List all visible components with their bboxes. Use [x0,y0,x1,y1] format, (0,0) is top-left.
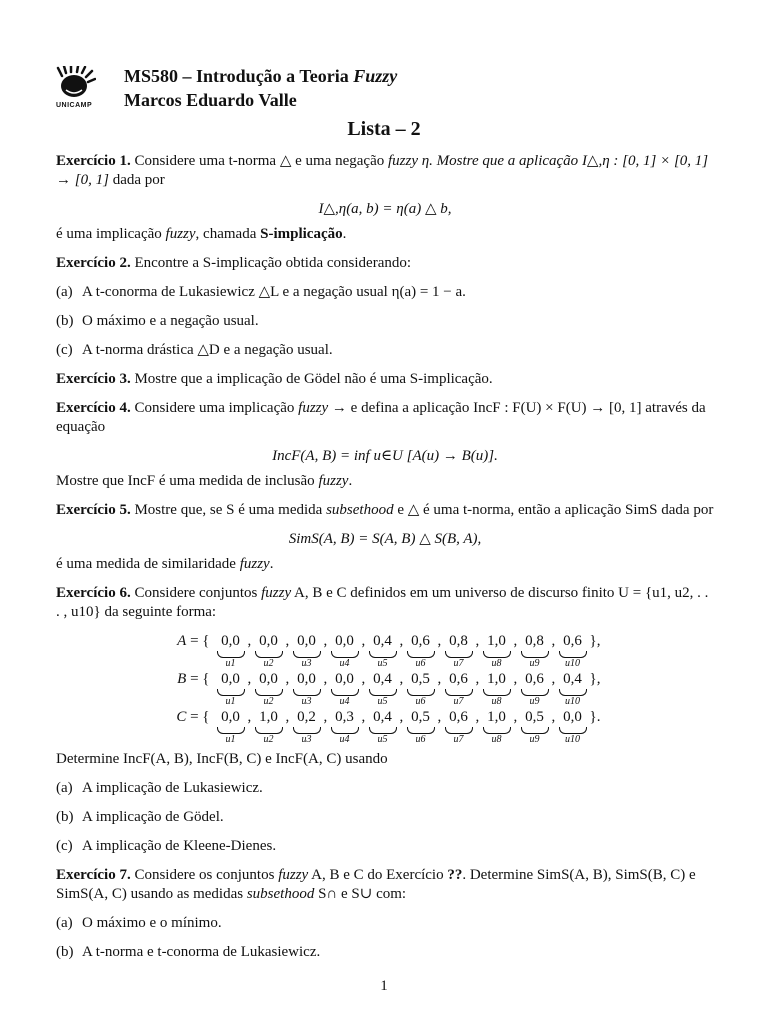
exercise-7: Exercício 7. Considere os conjuntos fuzzy A, B e C do Exercício ??. Determine SimS(A, B), SimS(B, C) e SimS(A, C) usando as medidas subsethood S∩ e S∪ com: [56,867,696,902]
fuzzy-set-row: B = { 0,0 u1 , 0,0 u2 , 0,0 u3 , 0,0 u4 , 0,4 u5 , 0,5 u6 , 0,6 u7 , 1,0 u8 , 0,6 u9 , 0,4 u10 }, [56,670,714,708]
list-item: (b) A t-norma e t-conorma de Lukasiewicz. [56,944,321,960]
set-element: 0,5 u6 [404,670,438,708]
page-title: Lista – 2 [347,118,421,140]
set-element: 0,6 u7 [442,670,476,708]
exercise-1: Exercício 1. Considere uma t-norma △ e uma negação fuzzy η. Mostre que a aplicação I△,η : [0, 1] × [0, 1] → [0, 1] dada por [56,153,709,188]
set-element: 0,0 u10 [556,708,590,746]
set-element: 0,0 u1 [214,632,248,670]
set-name: C = { [176,709,210,725]
fuzzy-set-row: C = { 0,0 u1 , 1,0 u2 , 0,2 u3 , 0,3 u4 , 0,4 u5 , 0,5 u6 , 0,6 u7 , 1,0 u8 , 0,5 u9 , 0,0 u10 }. [56,708,714,746]
exercise-list: Exercício 1. Considere uma t-norma △ e uma negação fuzzy η. Mostre que a aplicação I△,η : [0, 1] × [0, 1] → [0, 1] dada por I△,η(a, b) = η(a) △ b, é uma implicação fuzzy, chamada S-implicação. Exercício 2. Encontre a S-implicação obtida considerando: (a) A t-conorma de Lukasiewicz △L e a negação usual η(a) = 1 − a. (b) O máximo e a negação usual. (c) A t-norma drástica △D e a negação usual. Exercício 3. Mostre que a implicação de Gödel não é uma S-implicação. Exercício 4. Considere uma implicação fuzzy → e defina a aplicação IncF : F(U) × F(U) → [0, 1] através da equação IncF(A, B) = inf u∈U [A(u) → B(u)]. Mostre que IncF é uma medida de inclusão fuzzy. Exercício 5. Mostre que, se S é uma medida subsethood e △ é uma t-norma, então a aplicação SimS dada por SimS(A, B) = S(A, B) △ S(B, A), é uma medida de similaridade fuzzy. Exercício 6. Considere conjuntos fuzzy A, B e C definidos em um universo de discurso finito U = {u1, u2, . . . , u10} da seguinte forma: A = { 0,0 u1 , 0,0 u2 , 0,0 u3 , 0,0 u4 , 0,4 u5 , 0,6 u6 , 0,8 u7 , 1,0 u8 , 0,8 u9 , 0,6 u10 }, B = { 0,0 u1 , 0,0 u2 , 0,0 u3 , 0,0 u4 , 0,4 u5 , 0,5 u6 , 0,6 u7 , 1,0 u8 , 0,6 u9 , 0,4 u10 }, C = { 0,0 u1 , 1,0 u2 , 0,2 u3 , 0,3 u4 , 0,4 u5 , 0,5 u6 , 0,6 u7 , 1,0 u8 , 0,5 u9 , 0,0 u10 }. Determine IncF(A, B), IncF(B, C) e IncF(A, C) usando (a) A implicação de Lukasiewicz. (b) A implicação de Gödel. (c) A implicação de Kleene-Dienes. Exercício 7. Considere os conjuntos fuzzy A, B e C do Exercício ??. Determine SimS(A, B), SimS(B, C) e SimS(A, C) usando as medidas subsethood S∩ e S∪ com: (a) O máximo e o mínimo. (b) A t-norma e t-conorma de Lukasiewicz. [56,153,714,960]
list-item: (c) A implicação de Kleene-Dienes. [56,838,277,854]
list-item: (b) O máximo e a negação usual. [56,313,259,329]
set-element: 0,5 u6 [404,708,438,746]
set-element: 0,4 u10 [556,670,590,708]
set-name: A = { [177,633,210,649]
set-element: 0,4 u5 [366,670,400,708]
set-element: 0,0 u2 [252,670,286,708]
logo-text: UNICAMP [56,102,93,109]
set-element: 0,2 u3 [290,708,324,746]
set-element: 0,0 u2 [252,632,286,670]
formula-similarity: SimS(A, B) = S(A, B) △ S(B, A), [288,531,482,547]
set-element: 0,8 u9 [518,632,552,670]
page-number: 1 [380,978,388,994]
set-element: 0,4 u5 [366,632,400,670]
exercise-3: Exercício 3. Mostre que a implicação de Gödel não é uma S-implicação. [56,371,493,387]
exercise-5: Exercício 5. Mostre que, se S é uma medida subsethood e △ é uma t-norma, então a aplicação SimS dada por [56,502,714,518]
set-element: 0,0 u3 [290,632,324,670]
set-name: B = { [177,671,210,687]
set-element: 1,0 u8 [480,670,514,708]
header [52,64,716,114]
list-item: (c) A t-norma drástica △D e a negação usual. [56,342,333,358]
author-name: Marcos Eduardo Valle [124,90,297,110]
fuzzy-set-row: A = { 0,0 u1 , 0,0 u2 , 0,0 u3 , 0,0 u4 , 0,4 u5 , 0,6 u6 , 0,8 u7 , 1,0 u8 , 0,8 u9 , 0,6 u10 }, [56,632,714,670]
list-item: (a) A t-conorma de Lukasiewicz △L e a negação usual η(a) = 1 − a. [56,284,466,300]
set-element: 0,3 u4 [328,708,362,746]
list-item: (a) O máximo e o mínimo. [56,915,222,931]
set-element: 0,0 u4 [328,670,362,708]
exercise-6: Exercício 6. Considere conjuntos fuzzy A, B e C definidos em um universo de discurso finito U = {u1, u2, . . . , u10} da seguinte forma: [56,585,709,620]
set-element: 1,0 u8 [480,708,514,746]
unicamp-logo [52,66,104,112]
set-element: 0,6 u10 [556,632,590,670]
set-element: 0,6 u9 [518,670,552,708]
course-title: MS580 – Introdução a Teoria Fuzzy [124,66,398,86]
set-element: 0,0 u3 [290,670,324,708]
set-element: 0,5 u9 [518,708,552,746]
set-element: 0,0 u1 [214,670,248,708]
set-element: 1,0 u8 [480,632,514,670]
set-element: 0,4 u5 [366,708,400,746]
set-element: 0,0 u1 [214,708,248,746]
set-element: 1,0 u2 [252,708,286,746]
set-element: 0,8 u7 [442,632,476,670]
fuzzy-sets-definition [56,632,714,746]
exercise-2: Exercício 2. Encontre a S-implicação obtida considerando: [56,255,412,271]
set-element: 0,6 u6 [404,632,438,670]
set-element: 0,0 u4 [328,632,362,670]
list-item: (b) A implicação de Gödel. [56,809,224,825]
list-item: (a) A implicação de Lukasiewicz. [56,780,263,796]
unicamp-logo-mark [52,66,96,100]
exercise-4: Exercício 4. Considere uma implicação fuzzy → e defina a aplicação IncF : F(U) × F(U) → [0, 1] através da equação [56,400,706,435]
formula-s-implication: I△,η(a, b) = η(a) △ b, [318,201,452,217]
formula-inclusion: IncF(A, B) = inf u∈U [A(u) → B(u)]. [272,448,498,464]
set-element: 0,6 u7 [442,708,476,746]
